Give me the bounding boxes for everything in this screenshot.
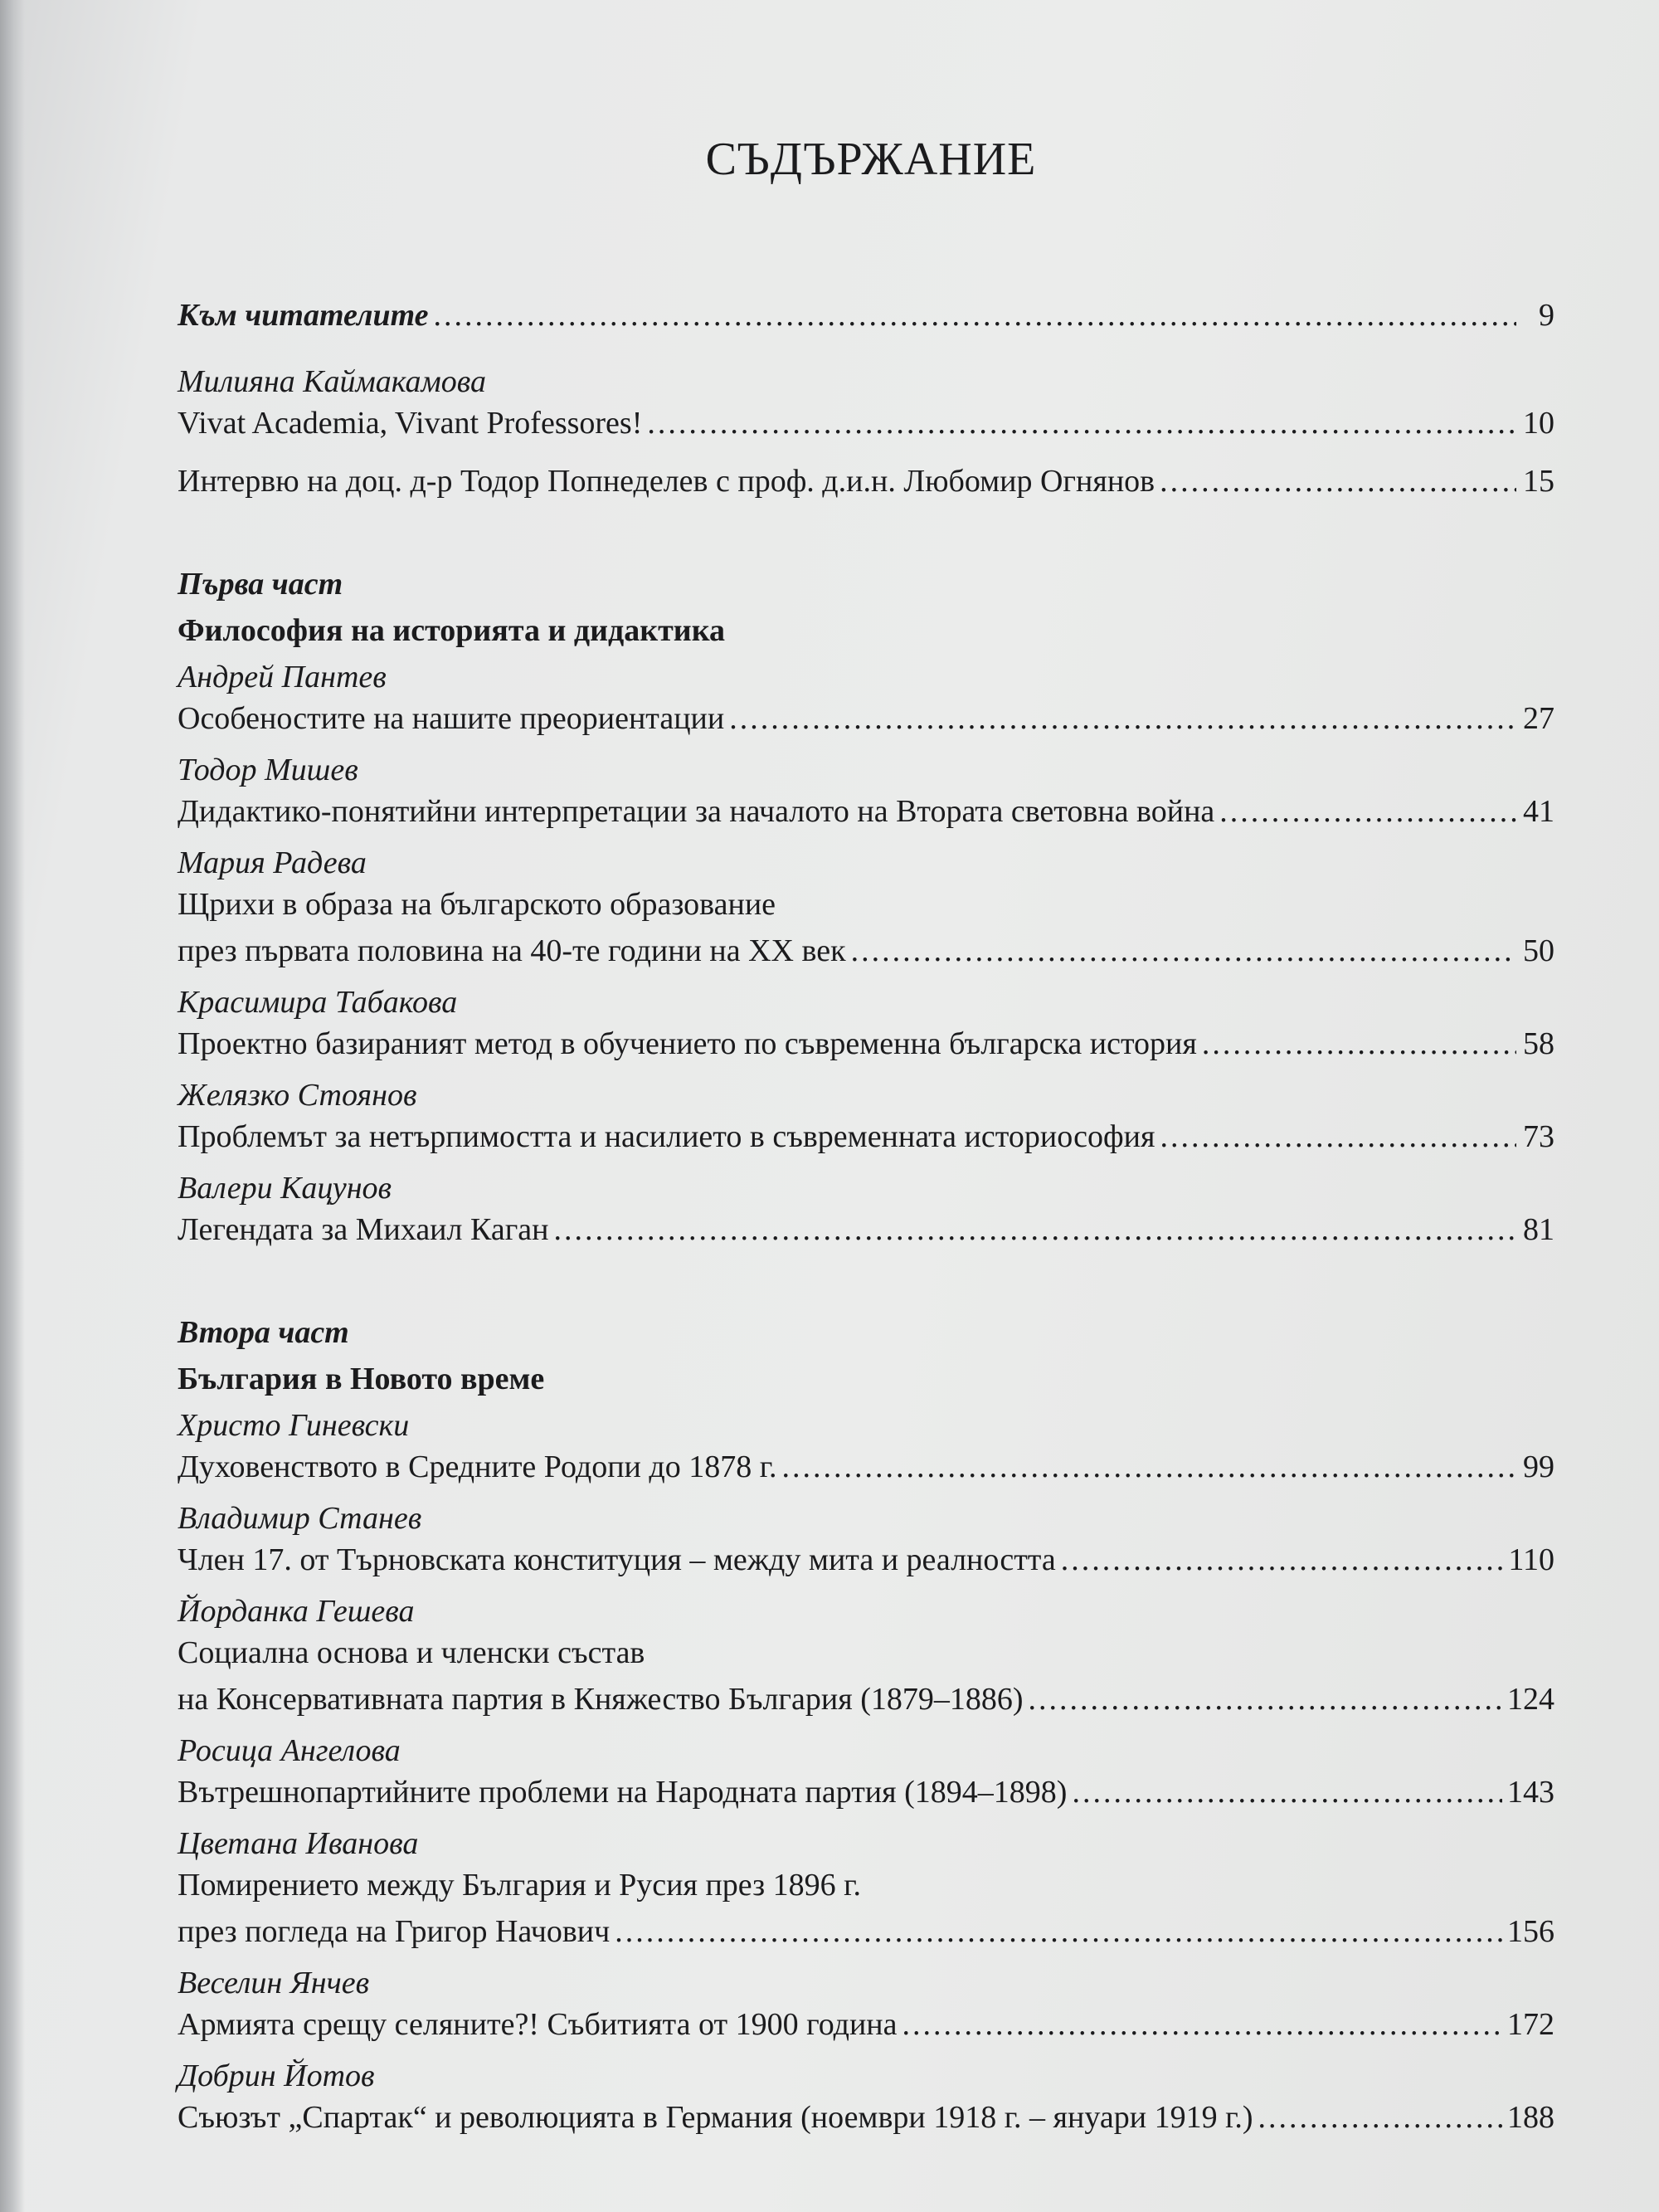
entry-author: Цветана Иванова — [178, 1826, 419, 1861]
toc-entry — [178, 979, 1554, 1072]
leader-dots — [851, 933, 1516, 969]
entry-title: Особеностите на нашите преориентации — [178, 701, 725, 736]
toc-line — [178, 1681, 1554, 1727]
page-number: 124 — [1507, 1682, 1554, 1717]
toc-line — [178, 1118, 1554, 1165]
page-number: 41 — [1523, 794, 1554, 829]
entry-title: през първата половина на 40-те години на XX век — [178, 933, 846, 968]
toc-entry — [178, 747, 1554, 840]
leader-dots — [1219, 793, 1516, 830]
toc-entry — [178, 297, 1554, 343]
toc-line — [178, 1913, 1554, 1960]
entry-author: Христо Гиневски — [178, 1408, 410, 1443]
entry-author: Мария Радева — [178, 845, 367, 880]
toc-entry — [178, 1960, 1554, 2053]
toc-entry — [178, 840, 1554, 979]
toc-line — [178, 1774, 1554, 1820]
entry-author: Валери Кацунов — [178, 1171, 392, 1206]
toc-line — [178, 2006, 1554, 2053]
leader-dots — [434, 297, 1517, 334]
toc-line — [178, 297, 1554, 343]
entry-title: Армията срещу селяните?! Събитията от 1900 година — [178, 2007, 898, 2042]
entry-title: Интервю на доц. д-р Тодор Попнеделев с проф. д.и.н. Любомир Огнянов — [178, 464, 1155, 499]
entry-title: Щрихи в образа на българското образование — [178, 887, 776, 922]
page-number: 15 — [1523, 464, 1554, 499]
leader-dots — [1258, 2099, 1502, 2136]
entry-author: Желязко Стоянов — [178, 1078, 417, 1113]
toc-entry — [178, 1495, 1554, 1588]
toc-line — [178, 1635, 1554, 1681]
page-number: 10 — [1523, 406, 1554, 441]
part-title: Философия на историята и дидактика — [178, 613, 726, 648]
entry-author: Красимира Табакова — [178, 985, 458, 1020]
page-number: 81 — [1523, 1212, 1554, 1247]
page-number: 58 — [1523, 1026, 1554, 1061]
toc-line — [178, 1542, 1554, 1588]
toc-entry — [178, 1820, 1554, 1960]
entry-title: Дидактико-понятийни интерпретации за началото на Втората световна война — [178, 794, 1215, 829]
book-spine-shadow — [0, 0, 25, 2212]
entry-title: Социална основа и членски състав — [178, 1635, 645, 1670]
leader-dots — [1072, 1774, 1502, 1810]
page-number: 73 — [1523, 1119, 1554, 1154]
leader-dots — [1029, 1681, 1502, 1717]
leader-dots — [902, 2006, 1502, 2043]
toc-entry — [178, 463, 1554, 509]
toc-line — [178, 2099, 1554, 2146]
toc-line — [178, 886, 1554, 933]
entry-title: Проблемът за нетърпимостта и насилието в съвременната историософия — [178, 1119, 1155, 1154]
toc-entry — [178, 1727, 1554, 1820]
toc-line — [178, 1867, 1554, 1913]
entry-author: Веселин Янчев — [178, 1966, 370, 2000]
entry-title: Легендата за Михаил Каган — [178, 1212, 549, 1247]
leader-dots — [1160, 463, 1516, 499]
toc-line — [178, 1449, 1554, 1495]
toc-line — [178, 933, 1554, 979]
part-label: Първа част — [178, 567, 343, 602]
page-number: 50 — [1523, 933, 1554, 968]
entry-title: Член 17. от Търновската конституция – между мита и реалността — [178, 1542, 1056, 1577]
toc-entry — [178, 1165, 1554, 1258]
entry-author: Йорданка Гешева — [178, 1594, 415, 1629]
entry-title: Вътрешнопартийните проблеми на Народната партия (1894–1898) — [178, 1775, 1068, 1810]
toc-line — [178, 793, 1554, 840]
leader-dots — [729, 700, 1516, 737]
toc-entry — [178, 358, 1554, 451]
toc-entry — [178, 1588, 1554, 1727]
entry-title: Съюзът „Спартак“ и революцията в Германия (ноември 1918 г. – януари 1919 г.) — [178, 2100, 1253, 2135]
entry-author: Тодор Мишев — [178, 753, 358, 787]
entry-title: на Консервативната партия в Княжество България (1879–1886) — [178, 1682, 1024, 1717]
toc-entry — [178, 1402, 1554, 1495]
entry-title: Помирението между България и Русия през 1896 г. — [178, 1868, 861, 1903]
entry-author: Росица Ангелова — [178, 1733, 401, 1768]
leader-dots — [647, 405, 1516, 441]
leader-dots — [1202, 1026, 1516, 1062]
entry-title: Духовенството в Средните Родопи до 1878 г. — [178, 1449, 777, 1484]
entry-author: Добрин Йотов — [178, 2059, 375, 2093]
page-number: 172 — [1507, 2007, 1554, 2042]
page-number: 110 — [1508, 1542, 1554, 1577]
toc-entry — [178, 2053, 1554, 2146]
toc-line — [178, 405, 1554, 451]
page-number: 27 — [1523, 701, 1554, 736]
entry-title: Към читателите — [178, 298, 429, 333]
leader-dots — [1160, 1118, 1516, 1155]
entry-author: Андрей Пантев — [178, 660, 387, 694]
table-of-contents — [178, 297, 1554, 2146]
toc-entry — [178, 654, 1554, 747]
toc-line — [178, 1026, 1554, 1072]
toc-line — [178, 463, 1554, 509]
leader-dots — [782, 1449, 1516, 1485]
page-number: 188 — [1507, 2100, 1554, 2135]
entry-title: Vivat Academia, Vivant Professores! — [178, 406, 643, 441]
page-number: 99 — [1523, 1449, 1554, 1484]
toc-entry — [178, 1072, 1554, 1165]
entry-title: през погледа на Григор Начович — [178, 1914, 611, 1949]
leader-dots — [1061, 1542, 1504, 1578]
part-label: Втора част — [178, 1315, 349, 1350]
page-number: 9 — [1539, 298, 1554, 333]
part-title: България в Новото време — [178, 1362, 545, 1396]
leader-dots — [615, 1913, 1502, 1950]
entry-author: Милияна Каймакамова — [178, 364, 487, 399]
leader-dots — [553, 1211, 1516, 1248]
page-number: 156 — [1507, 1914, 1554, 1949]
page-number: 143 — [1507, 1775, 1554, 1810]
page-title: СЪДЪРЖАНИЕ — [705, 134, 1037, 185]
toc-line — [178, 1211, 1554, 1258]
entry-title: Проектно базираният метод в обучението по съвременна българска история — [178, 1026, 1197, 1061]
entry-author: Владимир Станев — [178, 1501, 422, 1536]
toc-line — [178, 700, 1554, 747]
